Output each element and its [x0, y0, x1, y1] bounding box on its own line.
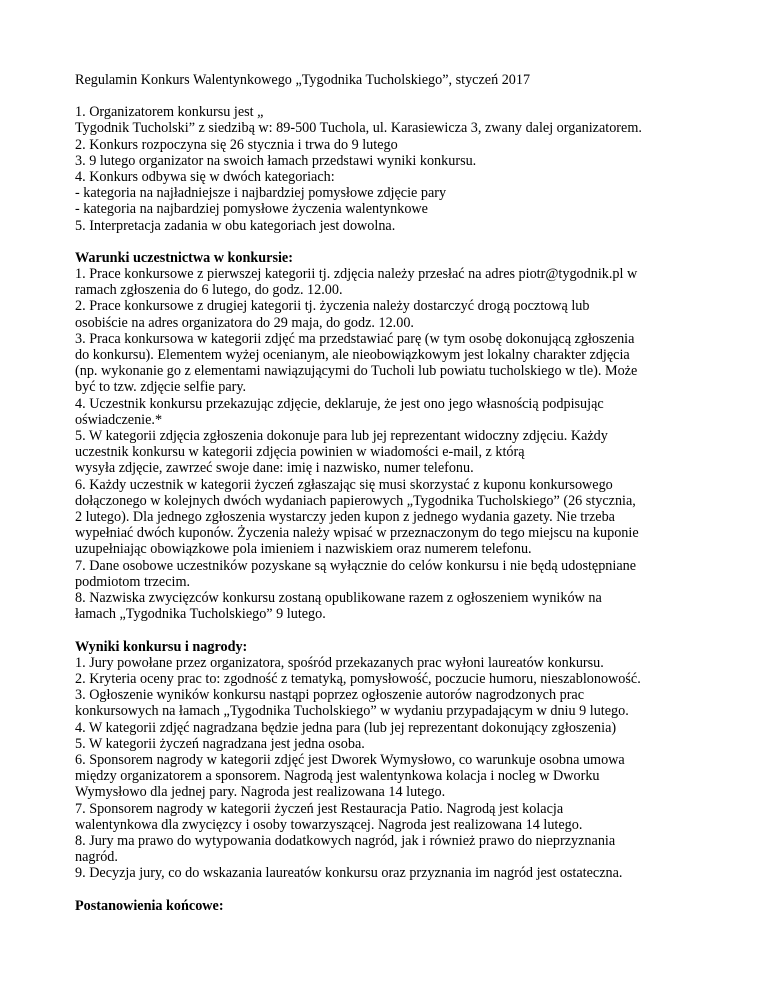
intro-line: 2. Konkurs rozpoczyna się 26 stycznia i trwa do 9 lutego [75, 136, 398, 153]
intro-line: 3. 9 lutego organizator na swoich łamach przedstawi wyniki konkursu. [75, 152, 477, 169]
results-line: 1. Jury powołane przez organizatora, spośród przekazanych prac wyłoni laureatów konkursu. [75, 654, 604, 671]
conditions-line: (np. wykonanie go z elementami nawiązującymi do Tucholi lub powiatu tucholskiego w tle). Może [75, 363, 638, 380]
results-line: nagród. [75, 849, 118, 866]
conditions-heading: Warunki uczestnictwa w konkursie: [75, 249, 293, 266]
intro-block [75, 104, 708, 234]
conditions-line: uczestnik konkursu w kategorii zdjęcia powinien w wiadomości e-mail, z którą [75, 444, 525, 461]
conditions-line: 4. Uczestnik konkursu przekazując zdjęcie, deklaruje, że jest ono jego własnością podpisując [75, 395, 604, 412]
results-line: konkursowych na łamach „Tygodnika Tucholskiego” w wydaniu przypadającym w dniu 9 lutego. [75, 703, 629, 720]
conditions-line: 2 lutego). Dla jednego zgłoszenia wystarczy jeden kupon z jednego wydania gazety. Nie trzeba [75, 509, 615, 526]
conditions-line: 6. Każdy uczestnik w kategorii życzeń zgłaszając się musi skorzystać z kuponu konkursowego [75, 476, 613, 493]
conditions-line: łamach „Tygodnika Tucholskiego” 9 lutego. [75, 606, 326, 623]
conditions-line: być to tzw. zdjęcie selfie pary. [75, 379, 247, 396]
conditions-line: wysyła zdjęcie, zawrzeć swoje dane: imię i nazwisko, numer telefonu. [75, 460, 474, 477]
conditions-block [75, 266, 708, 622]
intro-line: - kategoria na najbardziej pomysłowe życzenia walentynkowe [75, 201, 428, 218]
conditions-line: 5. W kategorii zdjęcia zgłoszenia dokonuje para lub jej reprezentant widoczny zdjęciu. Każdy [75, 428, 608, 445]
intro-line: 4. Konkurs odbywa się w dwóch kategoriach: [75, 169, 335, 186]
conditions-line: ramach zgłoszenia do 6 lutego, do godz. 12.00. [75, 282, 343, 299]
conditions-line: do konkursu). Elementem wyżej ocenianym, ale nieobowiązkowym jest lokalny charakter zdjęcia [75, 347, 630, 364]
conditions-line: osobiście na adres organizatora do 29 maja, do godz. 12.00. [75, 314, 414, 331]
conditions-line: podmiotom trzecim. [75, 573, 191, 590]
conditions-line: 1. Prace konkursowe z pierwszej kategorii tj. zdjęcia należy przesłać na adres piotr@tygodnik.pl w [75, 266, 638, 283]
intro-line: Tygodnik Tucholski” z siedzibą w: 89-500 Tuchola, ul. Karasiewicza 3, zwany dalej organizatorem. [75, 120, 642, 137]
intro-line: 5. Interpretacja zadania w obu kategoriach jest dowolna. [75, 217, 396, 234]
results-block [75, 655, 708, 882]
conditions-line: 3. Praca konkursowa w kategorii zdjęć ma przedstawiać parę (w tym osobę dokonującą zgłoszenia [75, 330, 635, 347]
conditions-line: uzupełniając obowiązkowe pola imieniem i nazwiskiem oraz numerem telefonu. [75, 541, 532, 558]
results-line: 5. W kategorii życzeń nagradzana jest jedna osoba. [75, 735, 365, 752]
conditions-line: wypełniać dwóch kuponów. Życzenia należy wpisać w przeznaczonym do tego miejscu na kuponie [75, 525, 639, 542]
conditions-line: 7. Dane osobowe uczestników pozyskane są wyłącznie do celów konkursu i nie będą udostępniane [75, 557, 637, 574]
results-line: 8. Jury ma prawo do wytypowania dodatkowych nagród, jak i również prawo do nieprzyznania [75, 832, 616, 849]
results-line: Wymysłowo dla jednej pary. Nagroda jest realizowana 14 lutego. [75, 784, 446, 801]
intro-line: 1. Organizatorem konkursu jest „ [75, 104, 264, 121]
results-line: między organizatorem a sponsorem. Nagrodą jest walentynkowa kolacja i nocleg w Dworku [75, 768, 600, 785]
conditions-line: oświadczenie.* [75, 411, 163, 428]
conditions-line: 2. Prace konkursowe z drugiej kategorii tj. życzenia należy dostarczyć drogą pocztową lub [75, 298, 590, 315]
intro-line: - kategoria na najładniejsze i najbardziej pomysłowe zdjęcie pary [75, 185, 447, 202]
document-title: Regulamin Konkurs Walentynkowego „Tygodnika Tucholskiego”, styczeń 2017 [75, 72, 531, 88]
results-line: 6. Sponsorem nagrody w kategorii zdjęć jest Dworek Wymysłowo, co warunkuje osobna umowa [75, 751, 625, 768]
results-heading: Wyniki konkursu i nagrody: [75, 638, 248, 655]
results-line: 4. W kategorii zdjęć nagradzana będzie jedna para (lub jej reprezentant dokonujący zgłoszenia) [75, 719, 617, 736]
final-heading: Postanowienia końcowe: [75, 897, 224, 914]
conditions-line: dołączonego w kolejnych dwóch wydaniach papierowych „Tygodnika Tucholskiego” (26 stycznia, [75, 492, 636, 509]
results-line: walentynkowa dla zwycięzcy i osoby towarzyszącej. Nagroda jest realizowana 14 lutego. [75, 816, 583, 833]
results-line: 2. Kryteria oceny prac to: zgodność z tematyką, pomysłowość, poczucie humoru, nieszablonowość. [75, 670, 641, 687]
results-line: 9. Decyzja jury, co do wskazania laureatów konkursu oraz przyznania im nagród jest ostateczna. [75, 865, 623, 882]
conditions-line: 8. Nazwiska zwycięzców konkursu zostaną opublikowane razem z ogłoszeniem wyników na [75, 590, 602, 607]
results-line: 7. Sponsorem nagrody w kategorii życzeń jest Restauracja Patio. Nagrodą jest kolacja [75, 800, 564, 817]
results-line: 3. Ogłoszenie wyników konkursu nastąpi poprzez ogłoszenie autorów nagrodzonych prac [75, 687, 585, 704]
